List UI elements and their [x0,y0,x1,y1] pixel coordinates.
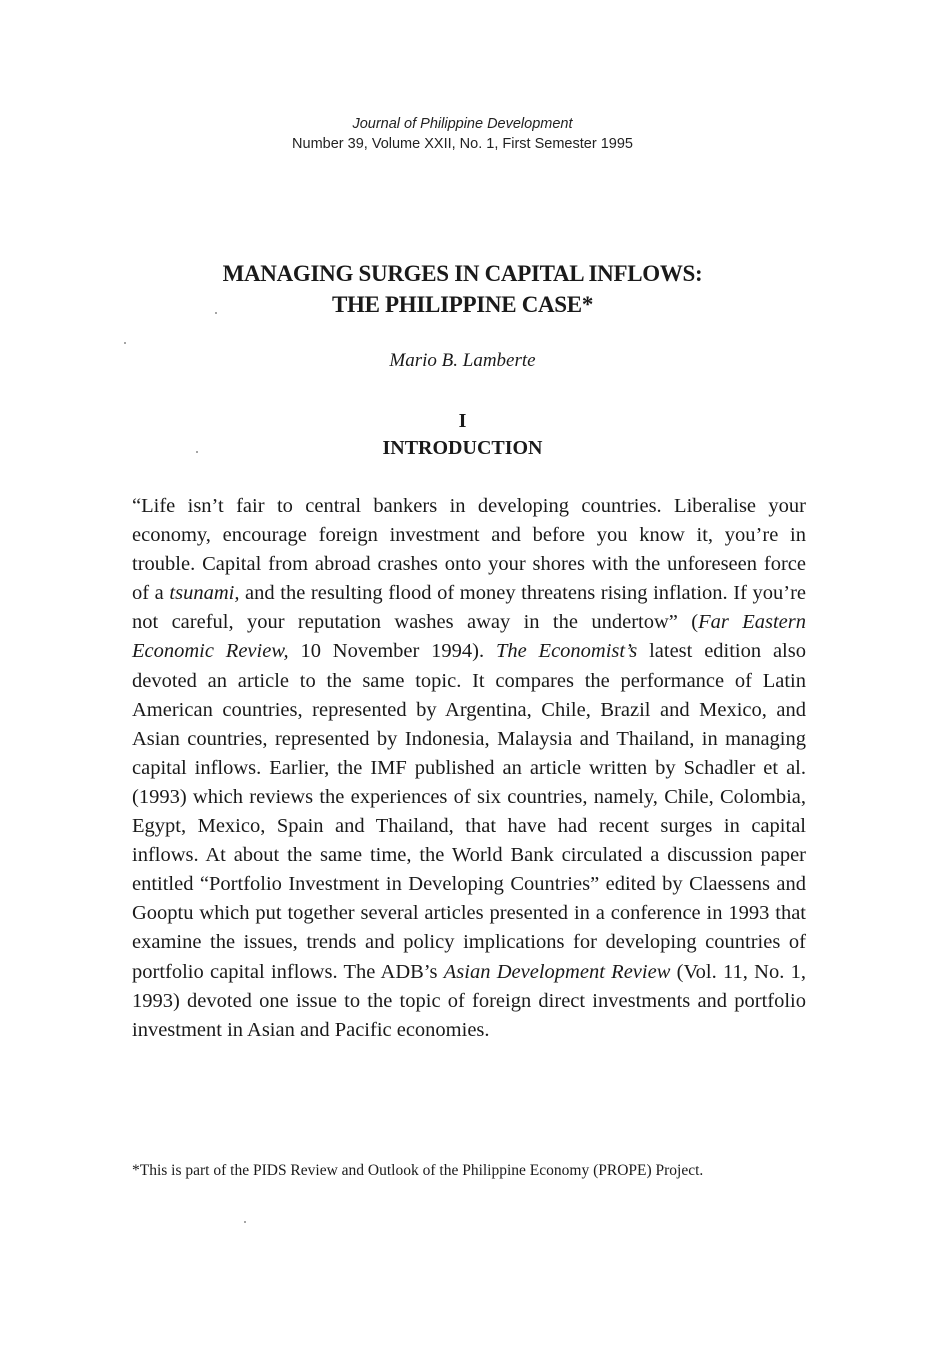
journal-header [0,114,925,154]
italic-economist: The Economist’s [495,640,638,663]
body-text-segment: “Life isn’t fair to central bankers in developing countries. Liberalise your economy, encourage foreign investment and before you know it, you’re in trouble. Capital from abroad crashes onto your shores with the unforeseen force of a [132,495,806,605]
journal-name: Journal of Philippine Development [352,116,573,132]
body-paragraph [132,492,806,1045]
section-title: INTRODUCTION [382,437,543,459]
scan-speck [215,312,217,314]
article-title [0,258,925,320]
body-text-segment: (Vol. 11, No. 1, 1993) devoted one issue to the topic of foreign direct investments and portfolio investment in Asian and Pacific economies. [132,960,807,1041]
body-text-segment: latest edition also devoted an article to the same topic. It compares the performance of Latin American countries, represented by Argentina, Chile, Brazil and Mexico, and Asian countries, represented by Indonesia, Malaysia and Thailand, in managing capital inflows. Earlier, the IMF published an article written by Schadler et al. (1993) which reviews the experiences of six countries, namely, Chile, Colombia, Egypt, Mexico, Spain and Thailand, that have had recent surges in capital inflows. At about the same time, the World Bank circulated a discussion paper entitled “Portfolio Investment in Developing Countries” edited by Claessens and Gooptu which put together several articles presented in a conference in 1993 that examine the issues, trends and policy implications for developing countries of portfolio capital inflows. The ADB’s [132,640,806,983]
scan-speck [244,1221,246,1223]
title-line-1: MANAGING SURGES IN CAPITAL INFLOWS: [222,261,703,286]
scan-speck [124,342,126,344]
body-text-segment: 10 November 1994). [288,640,496,663]
section-number: I [458,410,467,432]
italic-feer: Far Eastern Economic Review, [132,611,806,663]
author-name: Mario B. Lamberte [389,350,536,371]
italic-adr: Asian Development Review [443,960,671,983]
body-text-segment: and the resulting flood of money threatens rising inflation. If you’re not careful, your reputation washes away in the undertow” ( [132,582,807,634]
italic-tsunami: tsunami, [169,582,240,605]
journal-issue-line: Number 39, Volume XXII, No. 1, First Semester 1995 [292,136,633,152]
footnote: *This is part of the PIDS Review and Outlook of the Philippine Economy (PROPE) Project. [132,1162,704,1179]
scan-speck [196,451,198,453]
title-line-2: THE PHILIPPINE CASE* [331,292,594,317]
